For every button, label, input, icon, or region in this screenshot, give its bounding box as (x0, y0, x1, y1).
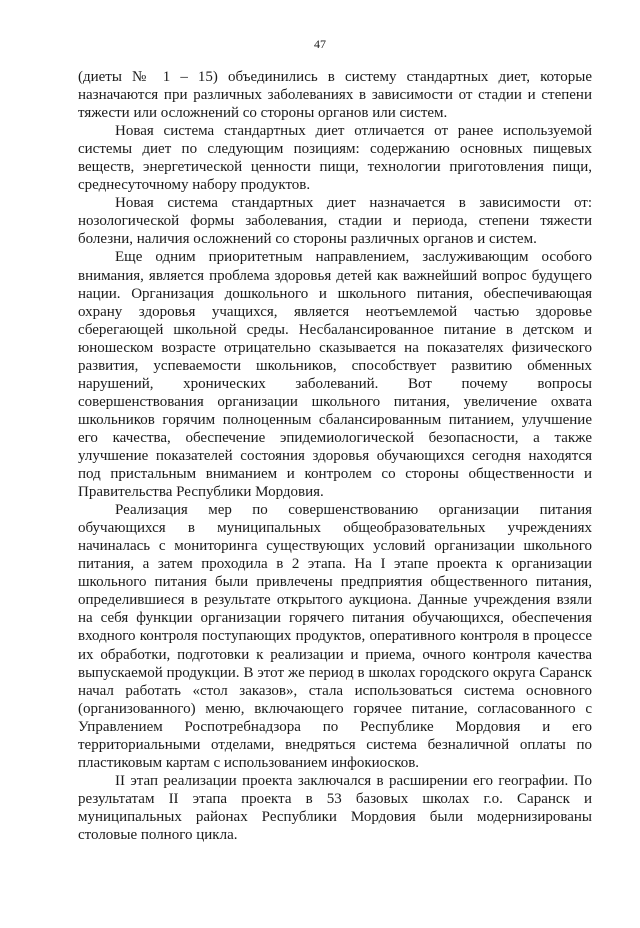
paragraph-children-health: Еще одним приоритетным направлением, заслуживающим особого внимания, является проблема здоровья детей как важнейший вопрос будущего нации. Организация дошкольного и школьного питания, обеспечивающая охрану здоровья учащихся, является неотъемлемой частью здоровье сберегающей школьной среды. Несбалансированное питание в детском и юношеском возрасте отрицательно сказывается на показателях физического развития, успеваемости школьников, способствует развитию обменных нарушений, хронических заболеваний. Вот почему вопросы совершенствования организации школьного питания, увеличение охвата школьников горячим полноценным сбалансированным питанием, улучшение его качества, обеспечение эпидемиологической безопасности, а также улучшение показателей состояния здоровья обучающихся сегодня находятся под пристальным вниманием и контролем со стороны общественности и Правительства Республики Мордовия. (78, 249, 592, 501)
page-number: 47 (314, 37, 326, 51)
paragraph-stage-two: II этап реализации проекта заключался в расширении его географии. По результатам II этапа проекта в 53 базовых школах г.о. Саранск и муниципальных районах Республики Мордовия были модернизированы столовые полного цикла. (78, 772, 592, 843)
document-body (78, 68, 592, 844)
paragraph-continuation: (диеты № 1 – 15) объединились в систему стандартных диет, которые назначаются при различных заболеваниях в зависимости от стадии и степени тяжести или осложнений со стороны органов или систем. (78, 69, 592, 122)
paragraph-implementation: Реализация мер по совершенствованию организации питания обучающихся в муниципальных общеобразовательных учреждениях начиналась с мониторинга существующих условий организации школьного питания, а затем проходила в 2 этапа. На I этапе проекта к организации школьного питания были привлечены предприятия общественного питания, определившиеся в результате открытого аукциона. Данные учреждения взяли на себя функции организации горячего питания обучающихся, обеспечения входного контроля поступающих продуктов, оперативного контроля в процессе их обработки, подготовки к реализации и приема, очного контроля качества выпускаемой продукции. В этот же период в школах городского округа Саранск начал работать «стол заказов», стала использоваться система основного (организованного) меню, включающего горячее питание, согласованного с Управлением Роспотребнадзора по Республике Мордовия и его территориальными отделами, внедряться система безналичной оплаты по пластиковым картам с использованием инфокиосков. (78, 502, 592, 771)
paragraph-new-diet-system: Новая система стандартных диет отличается от ранее используемой системы диет по следующим позициям: содержанию основных пищевых веществ, энергетической ценности пищи, технологии приготовления пищи, среднесуточному набору продуктов. (78, 123, 592, 194)
paragraph-diet-assignment: Новая система стандартных диет назначается в зависимости от: нозологической формы заболевания, стадии и периода, степени тяжести болезни, наличия осложнений со стороны различных органов и систем. (78, 195, 592, 248)
